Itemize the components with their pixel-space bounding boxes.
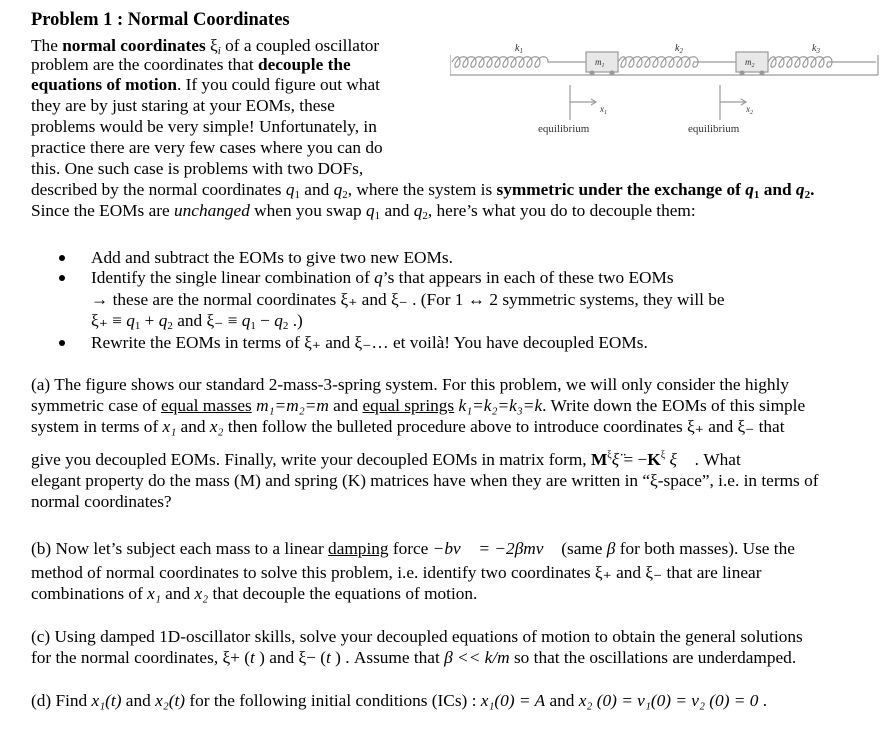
k2-label: $k_2$ <box>675 43 683 55</box>
part-a-line-1: (a) The figure shows our standard 2-mass-3-spring system. For this problem, we will only consider the highly <box>31 375 790 394</box>
part-b-line-2: method of normal coordinates to solve this problem, i.e. identify two coordinates ξ₊ and ξ₋ that are linear <box>31 563 762 582</box>
x1-label: $x_1$ <box>600 104 607 116</box>
intro-line-5: problems would be very simple! Unfortunately, in <box>31 117 377 136</box>
intro-line-4: they are by just staring at your EOMs, these <box>31 96 335 115</box>
intro-line-2: problem are the coordinates that decouple the <box>31 55 351 74</box>
part-c-line-2: for the normal coordinates, ξ+ (t ) and ξ− (t ) . Assume that β << k/m so that the oscillations are underdamped. <box>31 648 797 667</box>
mass-m1 <box>586 52 618 72</box>
part-b-line-1: (b) Now let’s subject each mass to a linear damping force −bv⃗ = −2βmv⃗ (same β for both masses). Use the <box>31 539 795 558</box>
bullet-2-line-2: → these are the normal coordinates ξ₊ and ξ₋ . (For 1 ↔ 2 symmetric systems, they will be <box>91 290 725 309</box>
intro-line-6: practice there are very few cases where you can do <box>31 138 383 157</box>
intro-line-9: Since the EOMs are unchanged when you swap $q_1$ and $q_2$, here’s what you do to decouple them: <box>31 201 696 222</box>
m2-label: $m_2$ <box>745 57 755 69</box>
spring-k3 <box>768 57 876 68</box>
part-b-line-3: combinations of x₁ and x₂ that decouple the equations of motion. <box>31 584 478 603</box>
problem-title: Problem 1 : Normal Coordinates <box>31 10 290 30</box>
intro-line-3: equations of motion. If you could figure out what <box>31 75 380 94</box>
equilibrium-label-2: equilibrium <box>688 123 740 135</box>
equilibrium-label-1: equilibrium <box>538 123 590 135</box>
wheel <box>740 71 744 75</box>
part-a-line-6: normal coordinates? <box>31 492 172 511</box>
x2-label: $x_2$ <box>746 104 753 116</box>
bullet-marker <box>59 340 65 346</box>
part-d-line-1: (d) Find x₁(t) and x₂(t) for the following initial conditions (ICs) : x₁(0) = A and x₂ (0) = v₁(0) = v₂ (0) = 0 . <box>31 691 768 710</box>
part-a-line-5: elegant property do the mass (M) and spring (K) matrices have when they are written in “ξ-space”, i.e. in terms of <box>31 471 819 490</box>
bullet-3: Rewrite the EOMs in terms of ξ₊ and ξ₋… et voilà! You have decoupled EOMs. <box>91 333 648 352</box>
bullet-1: Add and subtract the EOMs to give two new EOMs. <box>91 248 453 267</box>
part-c-line-1: (c) Using damped 1D-oscillator skills, solve your decoupled equations of motion to obtain the general solutions <box>31 627 803 646</box>
bullet-2: Identify the single linear combination of q’s that appears in each of these two EOMs <box>91 268 674 287</box>
m1-label: $m_1$ <box>595 57 605 69</box>
intro-line-7: this. One such case is problems with two DOFs, <box>31 159 364 178</box>
k3-label: $k_3$ <box>812 43 820 55</box>
intro-line-1: The normal coordinates $\xi_i$ of a coupled oscillator <box>31 36 380 57</box>
mass-m2 <box>736 52 768 72</box>
spring-k1 <box>452 57 586 68</box>
spring-k2 <box>618 57 736 68</box>
bullet-2-line-3: $\xi_+ \equiv q_1 + q_2$ and $\xi_- \equiv q_1 - q_2$ .) <box>91 311 303 332</box>
bullet-marker <box>59 275 65 281</box>
part-a-line-3: system in terms of x₁ and x₂ then follow the bulleted procedure above to introduce coordinates ξ₊ and ξ₋ that <box>31 417 785 436</box>
wheel <box>590 71 594 75</box>
wheel <box>610 71 614 75</box>
wheel <box>760 71 764 75</box>
part-a-line-2: symmetric case of equal masses m₁=m₂=m and equal springs k₁=k₂=k₃=k. Write down the EOMs of this simple <box>31 396 806 415</box>
k1-label: $k_1$ <box>515 43 523 55</box>
part-a-line-4: give you decoupled EOMs. Finally, write your decoupled EOMs in matrix form, $M^\xi\xï = -K^\xi$ ξ⃗ . What <box>31 449 741 469</box>
spring-mass-figure <box>450 40 880 140</box>
intro-line-8: described by the normal coordinates $q_1$ and $q_2$, where the system is symmetric under the exchange of $q_1$ and $q_2$. <box>31 180 815 201</box>
bullet-marker <box>59 255 65 261</box>
